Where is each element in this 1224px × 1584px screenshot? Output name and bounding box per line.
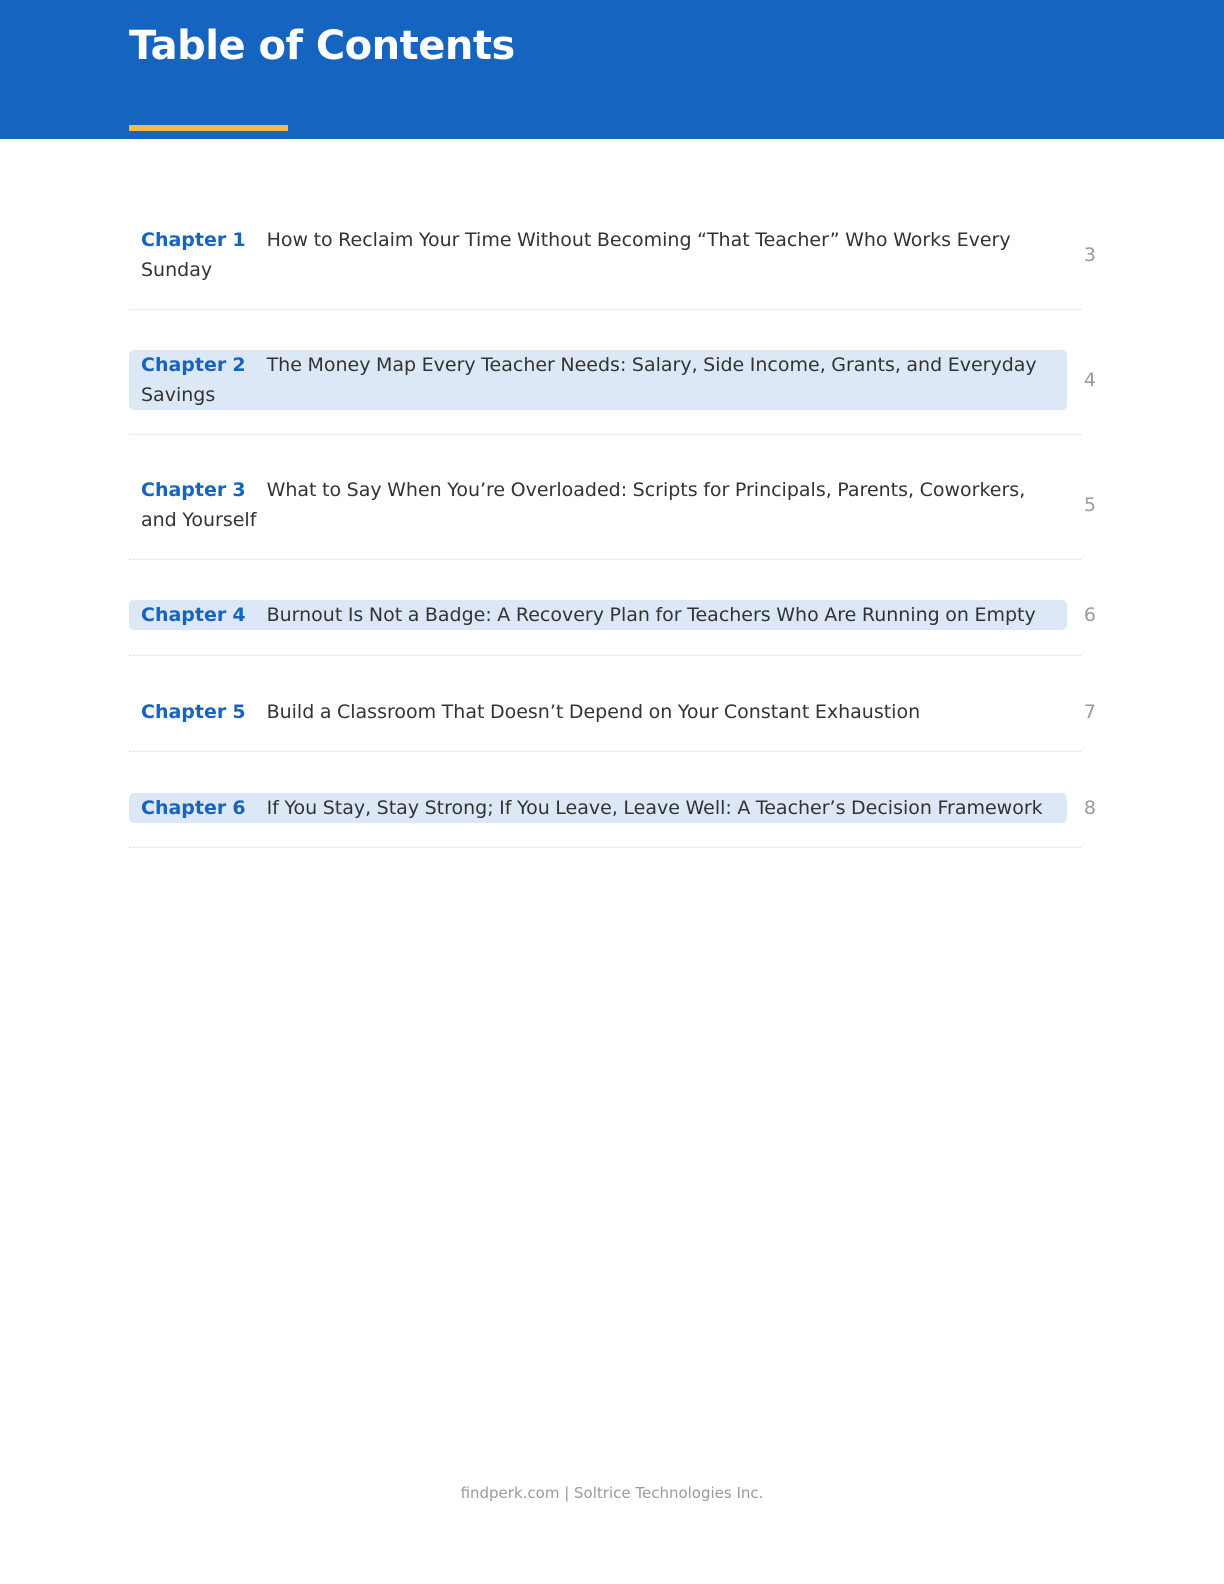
chapter-title: If You Stay, Stay Strong; If You Leave, Leave Well: A Teacher’s Decision Framework [266,797,1043,819]
chapter-label: Chapter 2 [141,354,246,376]
chapter-label: Chapter 6 [141,797,246,819]
entry-divider [129,847,1081,848]
page-number: 8 [1083,797,1096,819]
chapter-label: Chapter 4 [141,604,246,626]
chapter-title: Burnout Is Not a Badge: A Recovery Plan for Teachers Who Are Running on Empty [266,604,1036,626]
chapter-title: How to Reclaim Your Time Without Becoming “That Teacher” Who Works Every Sunday [141,229,1011,281]
entry-divider [129,434,1081,435]
toc-entry-text [129,793,1067,823]
title-accent-bar [129,125,288,131]
toc-entry-text [129,697,1067,727]
page-footer: findperk.com | Soltrice Technologies Inc. [460,1484,764,1502]
page-number: 4 [1083,369,1096,391]
chapter-label: Chapter 5 [141,701,246,723]
chapter-label: Chapter 3 [141,479,246,501]
header-banner [0,0,1224,139]
toc-entry-text [129,225,1067,285]
entry-divider [129,655,1081,656]
page-number: 7 [1083,701,1096,723]
page-number: 5 [1083,494,1096,516]
entry-divider [129,751,1081,752]
chapter-label: Chapter 1 [141,229,246,251]
toc-entry-text [129,600,1067,630]
chapter-title: Build a Classroom That Doesn’t Depend on Your Constant Exhaustion [266,701,921,723]
page-number: 6 [1083,604,1096,626]
chapter-title: What to Say When You’re Overloaded: Scripts for Principals, Parents, Coworkers, and Yourself [141,479,1026,531]
toc-entry-text [129,475,1067,535]
toc-entry-text [129,350,1067,410]
entry-divider [129,309,1081,310]
page-number: 3 [1083,244,1096,266]
entry-divider [129,559,1081,560]
page-title: Table of Contents [129,23,515,69]
chapter-title: The Money Map Every Teacher Needs: Salary, Side Income, Grants, and Everyday Savings [141,354,1037,406]
